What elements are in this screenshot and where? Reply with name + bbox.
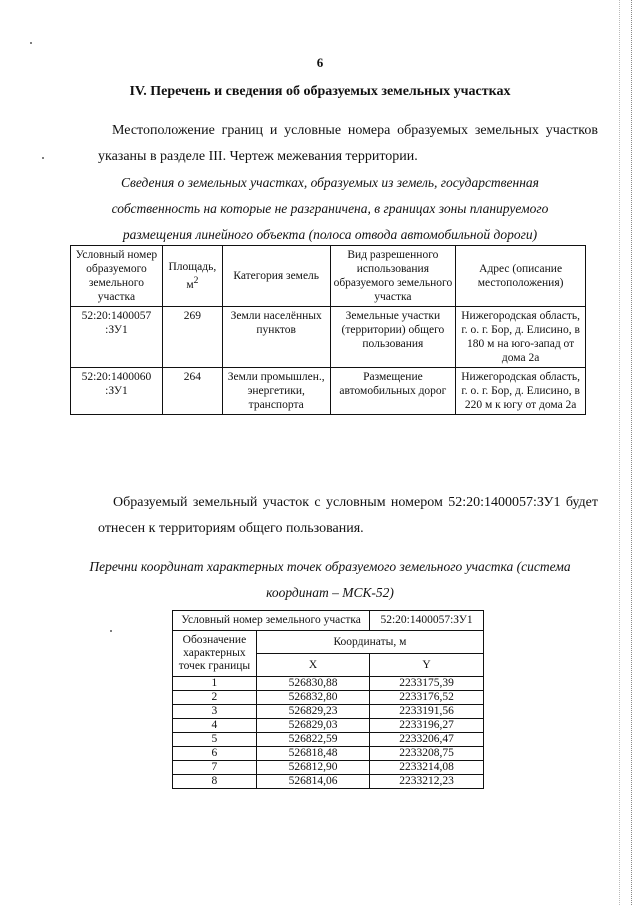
page-number: 6 bbox=[316, 55, 324, 70]
table-cell: 8 bbox=[173, 775, 257, 789]
table-cell: 526832,80 bbox=[256, 691, 369, 705]
table-header-row bbox=[173, 631, 484, 654]
table-cell: 526818,48 bbox=[256, 747, 369, 761]
header-cell: Вид разрешенного использования образуемого земельного участка bbox=[330, 246, 456, 307]
table-row bbox=[173, 747, 484, 761]
scan-edge-line bbox=[630, 0, 632, 905]
table-cell: 1 bbox=[173, 677, 257, 691]
scan-speck bbox=[110, 630, 112, 632]
parcel-label-cell: Условный номер земельного участка bbox=[173, 611, 370, 631]
table2-caption: Перечни координат характерных точек образуемого земельного участка (система координат – МСК-52) bbox=[89, 559, 571, 600]
section-heading: IV. Перечень и сведения об образуемых земельных участках bbox=[129, 84, 511, 99]
coordinates-table bbox=[172, 610, 484, 789]
table-cell: 2233175,39 bbox=[370, 677, 484, 691]
table-cell: Земли населённых пунктов bbox=[222, 307, 330, 368]
scan-speck bbox=[30, 42, 32, 44]
header-cell: Площадь, $м^2$ bbox=[162, 246, 222, 307]
table-cell: 526814,06 bbox=[256, 775, 369, 789]
table-cell: 526830,88 bbox=[256, 677, 369, 691]
table-row bbox=[173, 705, 484, 719]
intro-paragraph: Местоположение границ и условные номера образуемых земельных участков указаны в разделе III. Чертеж межевания территории. bbox=[98, 123, 598, 164]
table-cell: Нижегородская область, г. о. г. Бор, д. Елисино, в 220 м к югу от дома 2а bbox=[456, 368, 586, 415]
table-cell: 2233196,27 bbox=[370, 719, 484, 733]
header-cell: Адрес (описание местоположения) bbox=[456, 246, 586, 307]
table-cell: 2233176,52 bbox=[370, 691, 484, 705]
table-header-row bbox=[71, 246, 586, 307]
table-cell: 526812,90 bbox=[256, 761, 369, 775]
table-cell: 2233206,47 bbox=[370, 733, 484, 747]
table-cell: 7 bbox=[173, 761, 257, 775]
table-cell: 526829,23 bbox=[256, 705, 369, 719]
table-cell: 52:20:1400060 :ЗУ1 bbox=[71, 368, 163, 415]
land-parcels-table bbox=[70, 245, 586, 415]
y-header-cell: Y bbox=[370, 654, 484, 677]
x-header-cell: X bbox=[256, 654, 369, 677]
table-row bbox=[173, 775, 484, 789]
scan-speck bbox=[42, 157, 44, 159]
table-cell: 2233208,75 bbox=[370, 747, 484, 761]
scan-edge-line bbox=[618, 0, 620, 905]
table-cell: 3 bbox=[173, 705, 257, 719]
table-cell: Земельные участки (территории) общего пользования bbox=[330, 307, 456, 368]
table-cell: 264 bbox=[162, 368, 222, 415]
table-cell: 2233191,56 bbox=[370, 705, 484, 719]
points-header-cell: Обозначение характерных точек границы bbox=[173, 631, 257, 677]
table-cell: 269 bbox=[162, 307, 222, 368]
table-row bbox=[173, 677, 484, 691]
note-paragraph: Образуемый земельный участок с условным номером 52:20:1400057:ЗУ1 будет отнесен к территориям общего пользования. bbox=[98, 495, 598, 536]
table-cell: 52:20:1400057 :ЗУ1 bbox=[71, 307, 163, 368]
table-cell: 2233214,08 bbox=[370, 761, 484, 775]
table-cell: Нижегородская область, г. о. г. Бор, д. Елисино, в 180 м на юго-запад от дома 2а bbox=[456, 307, 586, 368]
table-cell: 2233212,23 bbox=[370, 775, 484, 789]
header-cell: Категория земель bbox=[222, 246, 330, 307]
table-row bbox=[173, 733, 484, 747]
table-cell: 526829,03 bbox=[256, 719, 369, 733]
table-cell: 4 bbox=[173, 719, 257, 733]
table-cell: Земли промышлен., энергетики, транспорта bbox=[222, 368, 330, 415]
coords-header-cell: Координаты, м bbox=[256, 631, 483, 654]
table-cell: 526822,59 bbox=[256, 733, 369, 747]
table-cell: Размещение автомобильных дорог bbox=[330, 368, 456, 415]
table-row bbox=[173, 691, 484, 705]
parcel-value-cell: 52:20:1400057:ЗУ1 bbox=[370, 611, 484, 631]
table-cell: 5 bbox=[173, 733, 257, 747]
table-header-row bbox=[173, 611, 484, 631]
header-cell: Условный номер образуемого земельного участка bbox=[71, 246, 163, 307]
table-row bbox=[71, 307, 586, 368]
table1-caption: Сведения о земельных участках, образуемых из земель, государственная собственность на которые не разграничена, в границах зоны планируемого размещения линейного объекта (полоса отвода автомобильной дороги) bbox=[111, 175, 549, 242]
table-cell: 6 bbox=[173, 747, 257, 761]
table-row bbox=[71, 368, 586, 415]
table-row bbox=[173, 761, 484, 775]
table-row bbox=[173, 719, 484, 733]
table-cell: 2 bbox=[173, 691, 257, 705]
